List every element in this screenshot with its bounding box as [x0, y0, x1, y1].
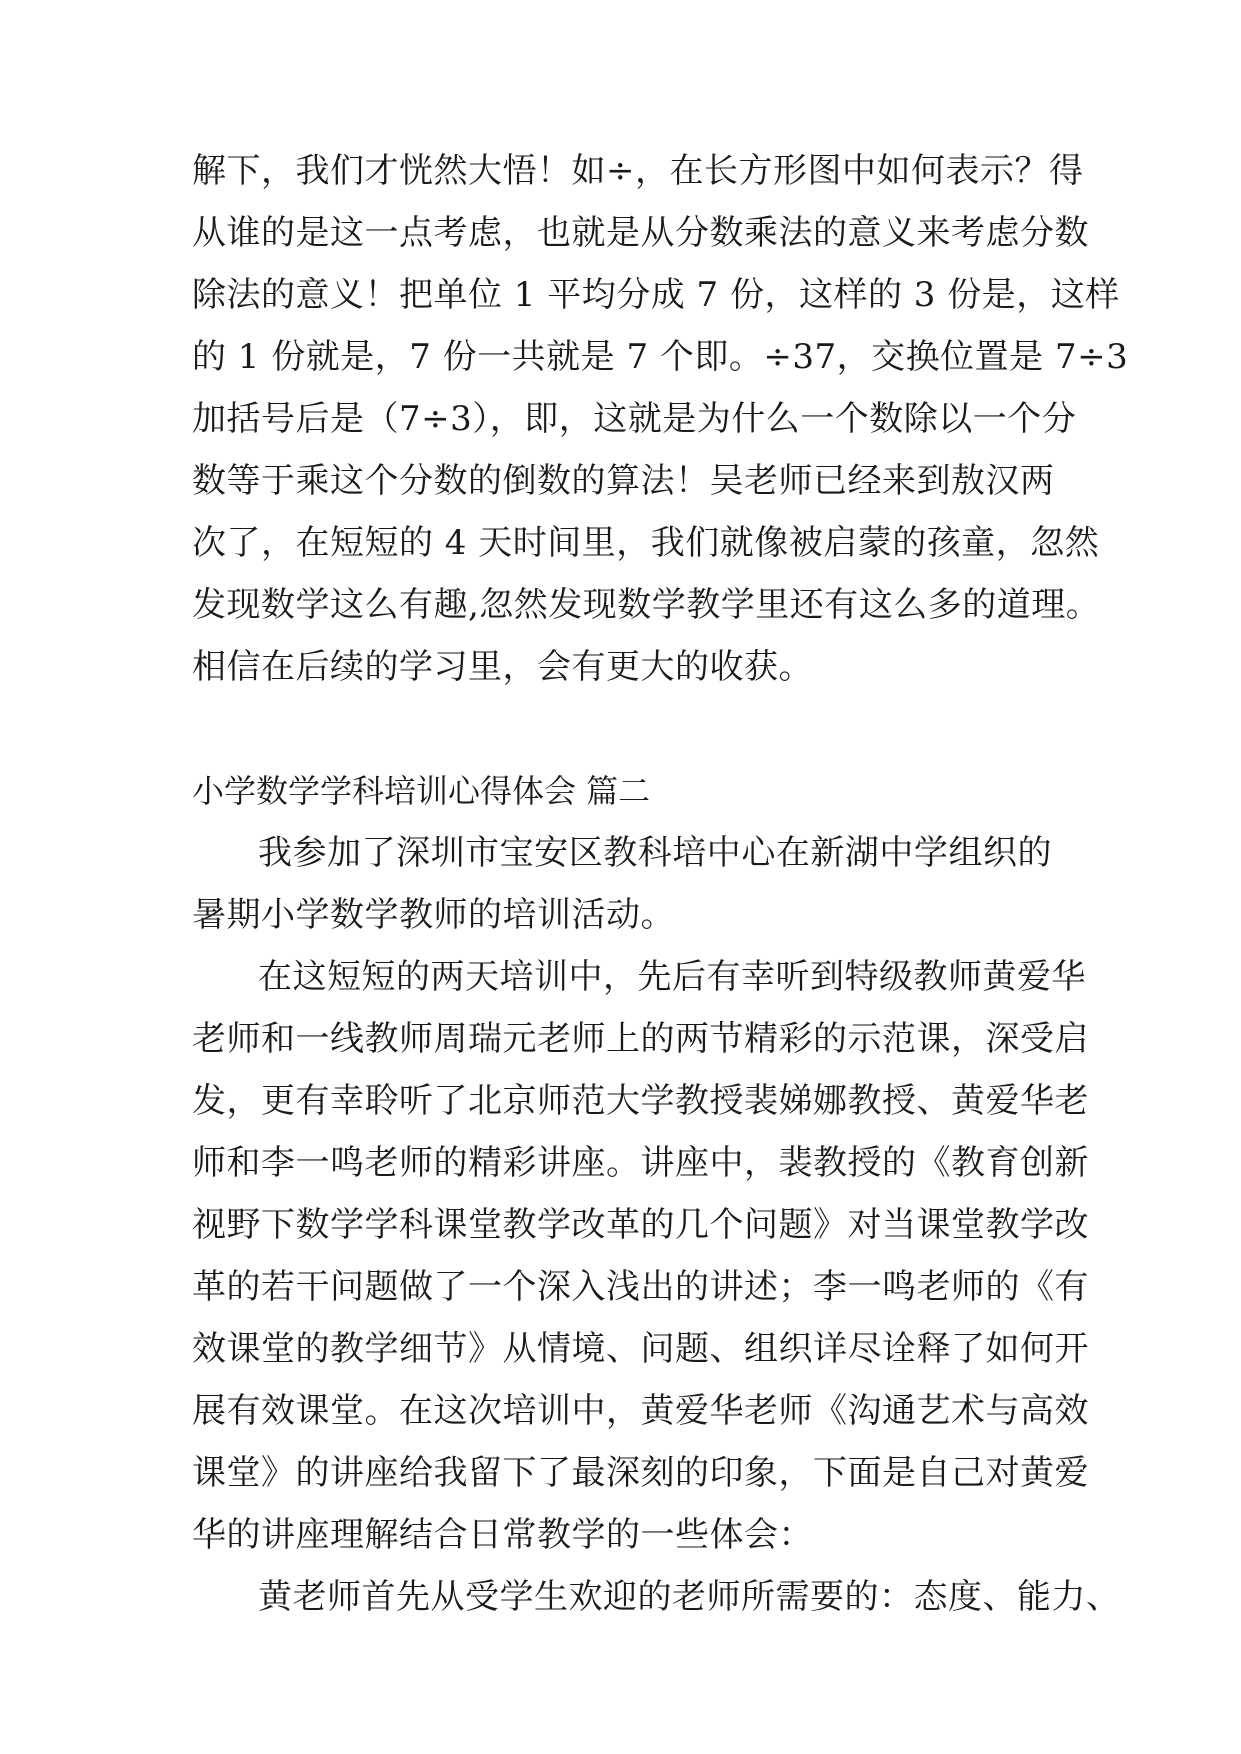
text-line: 暑期小学数学教师的培训活动。: [192, 895, 675, 935]
text-line: 相信在后续的学习里，会有更大的收获。: [192, 647, 813, 687]
text-line: 发现数学这么有趣,忽然发现数学教学里还有这么多的道理。: [192, 585, 1101, 625]
text-line: 我参加了深圳市宝安区教科培中心在新湖中学组织的: [258, 833, 1052, 873]
paragraph-one: [192, 822, 1052, 946]
text-line: 黄老师首先从受学生欢迎的老师所需要的：态度、能力、: [258, 1577, 1121, 1617]
text-line: 加括号后是（7÷3），即，这就是为什么一个数除以一个分: [192, 399, 1077, 439]
text-line: 效课堂的教学细节》从情境、问题、组织详尽诠释了如何开: [192, 1329, 1089, 1369]
text-line: 革的若干问题做了一个深入浅出的讲述；李一鸣老师的《有: [192, 1267, 1089, 1307]
text-line: 的 1 份就是，7 份一共就是 7 个即。÷37，交换位置是 7÷3: [192, 337, 1129, 377]
text-line: 除法的意义！把单位 1 平均分成 7 份，这样的 3 份是，这样: [192, 275, 1120, 315]
section-one-text: [192, 140, 1129, 698]
section-gap: [192, 698, 1052, 760]
paragraph-two: [192, 946, 1089, 1566]
text-line: 次了，在短短的 4 天时间里，我们就像被启蒙的孩童，忽然: [192, 523, 1100, 563]
text-line: 师和李一鸣老师的精彩讲座。讲座中，裴教授的《教育创新: [192, 1143, 1089, 1183]
text-line: 解下，我们才恍然大悟！如÷，在长方形图中如何表示？得: [192, 151, 1084, 191]
text-line: 发，更有幸聆听了北京师范大学教授裴娣娜教授、黄爱华老: [192, 1081, 1089, 1121]
text-line: 课堂》的讲座给我留下了最深刻的印象，下面是自己对黄爱: [192, 1453, 1089, 1493]
document-page: [192, 140, 1129, 1628]
text-line: 老师和一线教师周瑞元老师上的两节精彩的示范课，深受启: [192, 1019, 1089, 1059]
text-line: 在这短短的两天培训中，先后有幸听到特级教师黄爱华: [258, 957, 1086, 997]
text-line: 数等于乘这个分数的倒数的算法！吴老师已经来到敖汉两: [192, 461, 1055, 501]
section-heading: 小学数学学科培训心得体会 篇二: [192, 772, 651, 810]
text-line: 从谁的是这一点考虑，也就是从分数乘法的意义来考虑分数: [192, 213, 1089, 253]
text-line: 视野下数学学科课堂教学改革的几个问题》对当课堂教学改: [192, 1205, 1089, 1245]
text-line: 华的讲座理解结合日常教学的一些体会：: [192, 1515, 813, 1555]
text-line: 展有效课堂。在这次培训中，黄爱华老师《沟通艺术与高效: [192, 1391, 1089, 1431]
paragraph-three: [192, 1566, 1121, 1628]
